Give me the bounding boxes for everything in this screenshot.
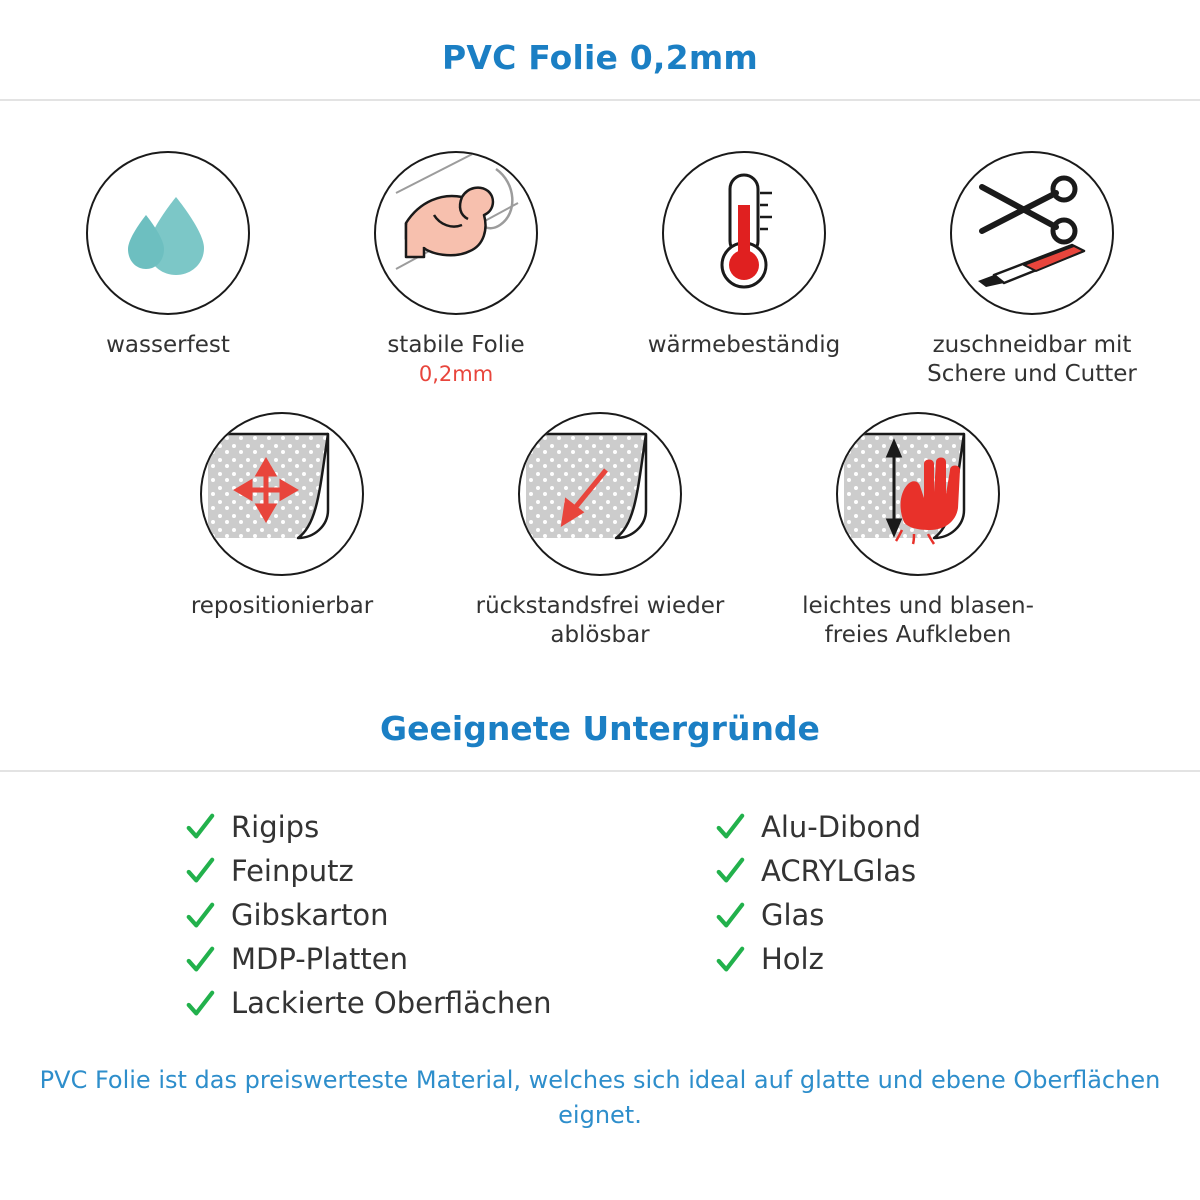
check-icon xyxy=(185,901,215,931)
feature-aufkleben xyxy=(793,412,1043,651)
check-icon xyxy=(715,812,745,842)
feature-icon-circle xyxy=(86,151,250,315)
list-item-label: ACRYLGlas xyxy=(761,853,917,888)
hand-smoothing-icon xyxy=(838,414,998,574)
check-icon xyxy=(185,856,215,886)
list-item-label: Lackierte Oberflächen xyxy=(231,986,552,1021)
check-icon xyxy=(185,945,215,975)
list-item-label: Feinputz xyxy=(231,853,354,888)
check-icon xyxy=(715,945,745,975)
page-title: PVC Folie 0,2mm xyxy=(441,38,759,77)
list-item xyxy=(185,940,615,979)
feature-caption: zuschneidbar mit Schere und Cutter xyxy=(927,332,1137,388)
feature-caption: leichtes und blasen- freies Aufkleben xyxy=(802,592,1034,649)
check-icon xyxy=(185,989,215,1019)
substrates-column-left xyxy=(185,808,615,1024)
feature-icon-circle xyxy=(374,151,538,315)
feature-caption: repositionierbar xyxy=(190,592,374,619)
feature-rueckstandsfrei xyxy=(475,412,725,651)
footnote-text: PVC Folie ist das preiswerteste Material, welches sich ideal auf glatte und ebene Oberflächen eignet. xyxy=(39,1066,1161,1130)
feature-repositionierbar xyxy=(157,412,407,621)
feature-wasserfest xyxy=(43,151,293,360)
list-item xyxy=(715,808,1015,847)
feature-icon-circle xyxy=(950,151,1114,315)
feature-stabile-folie xyxy=(331,151,581,386)
scissors-cutter-icon xyxy=(952,153,1112,313)
list-item-label: Gibskarton xyxy=(231,898,389,933)
feature-waermebestaendig xyxy=(619,151,869,360)
list-item xyxy=(185,896,615,935)
reposition-arrows-icon xyxy=(202,414,362,574)
feature-caption: wärmebeständig xyxy=(647,332,841,358)
feature-icon-circle xyxy=(518,412,682,576)
list-item xyxy=(715,896,1015,935)
list-item-label: Alu-Dibond xyxy=(761,809,922,844)
list-item xyxy=(185,808,615,847)
list-item-label: Glas xyxy=(761,898,825,933)
check-icon xyxy=(715,856,745,886)
substrates-column-right xyxy=(715,808,1015,1024)
list-item xyxy=(715,940,1015,979)
strong-arm-icon xyxy=(376,153,536,313)
feature-icon-circle xyxy=(836,412,1000,576)
list-item-label: MDP-Platten xyxy=(231,942,408,977)
substrates-title: Geeignete Untergründe xyxy=(380,708,820,748)
feature-sub-caption: 0,2mm xyxy=(418,362,494,387)
feature-caption: rückstandsfrei wieder ablösbar xyxy=(475,592,725,649)
peel-off-icon xyxy=(520,414,680,574)
check-icon xyxy=(715,901,745,931)
feature-row-top xyxy=(0,101,1200,390)
feature-icon-circle xyxy=(662,151,826,315)
feature-row-bottom xyxy=(0,390,1200,651)
feature-caption: stabile Folie xyxy=(387,332,525,358)
list-item xyxy=(185,852,615,891)
list-item-label: Holz xyxy=(761,942,824,977)
thermometer-icon xyxy=(664,153,824,313)
list-item xyxy=(185,984,615,1023)
feature-icon-circle xyxy=(200,412,364,576)
list-item-label: Rigips xyxy=(231,809,320,844)
list-item xyxy=(715,852,1015,891)
feature-zuschneidbar xyxy=(907,151,1157,390)
substrates-lists xyxy=(0,772,1200,1024)
water-drops-icon xyxy=(88,153,248,313)
feature-caption: wasserfest xyxy=(106,332,230,358)
check-icon xyxy=(185,812,215,842)
